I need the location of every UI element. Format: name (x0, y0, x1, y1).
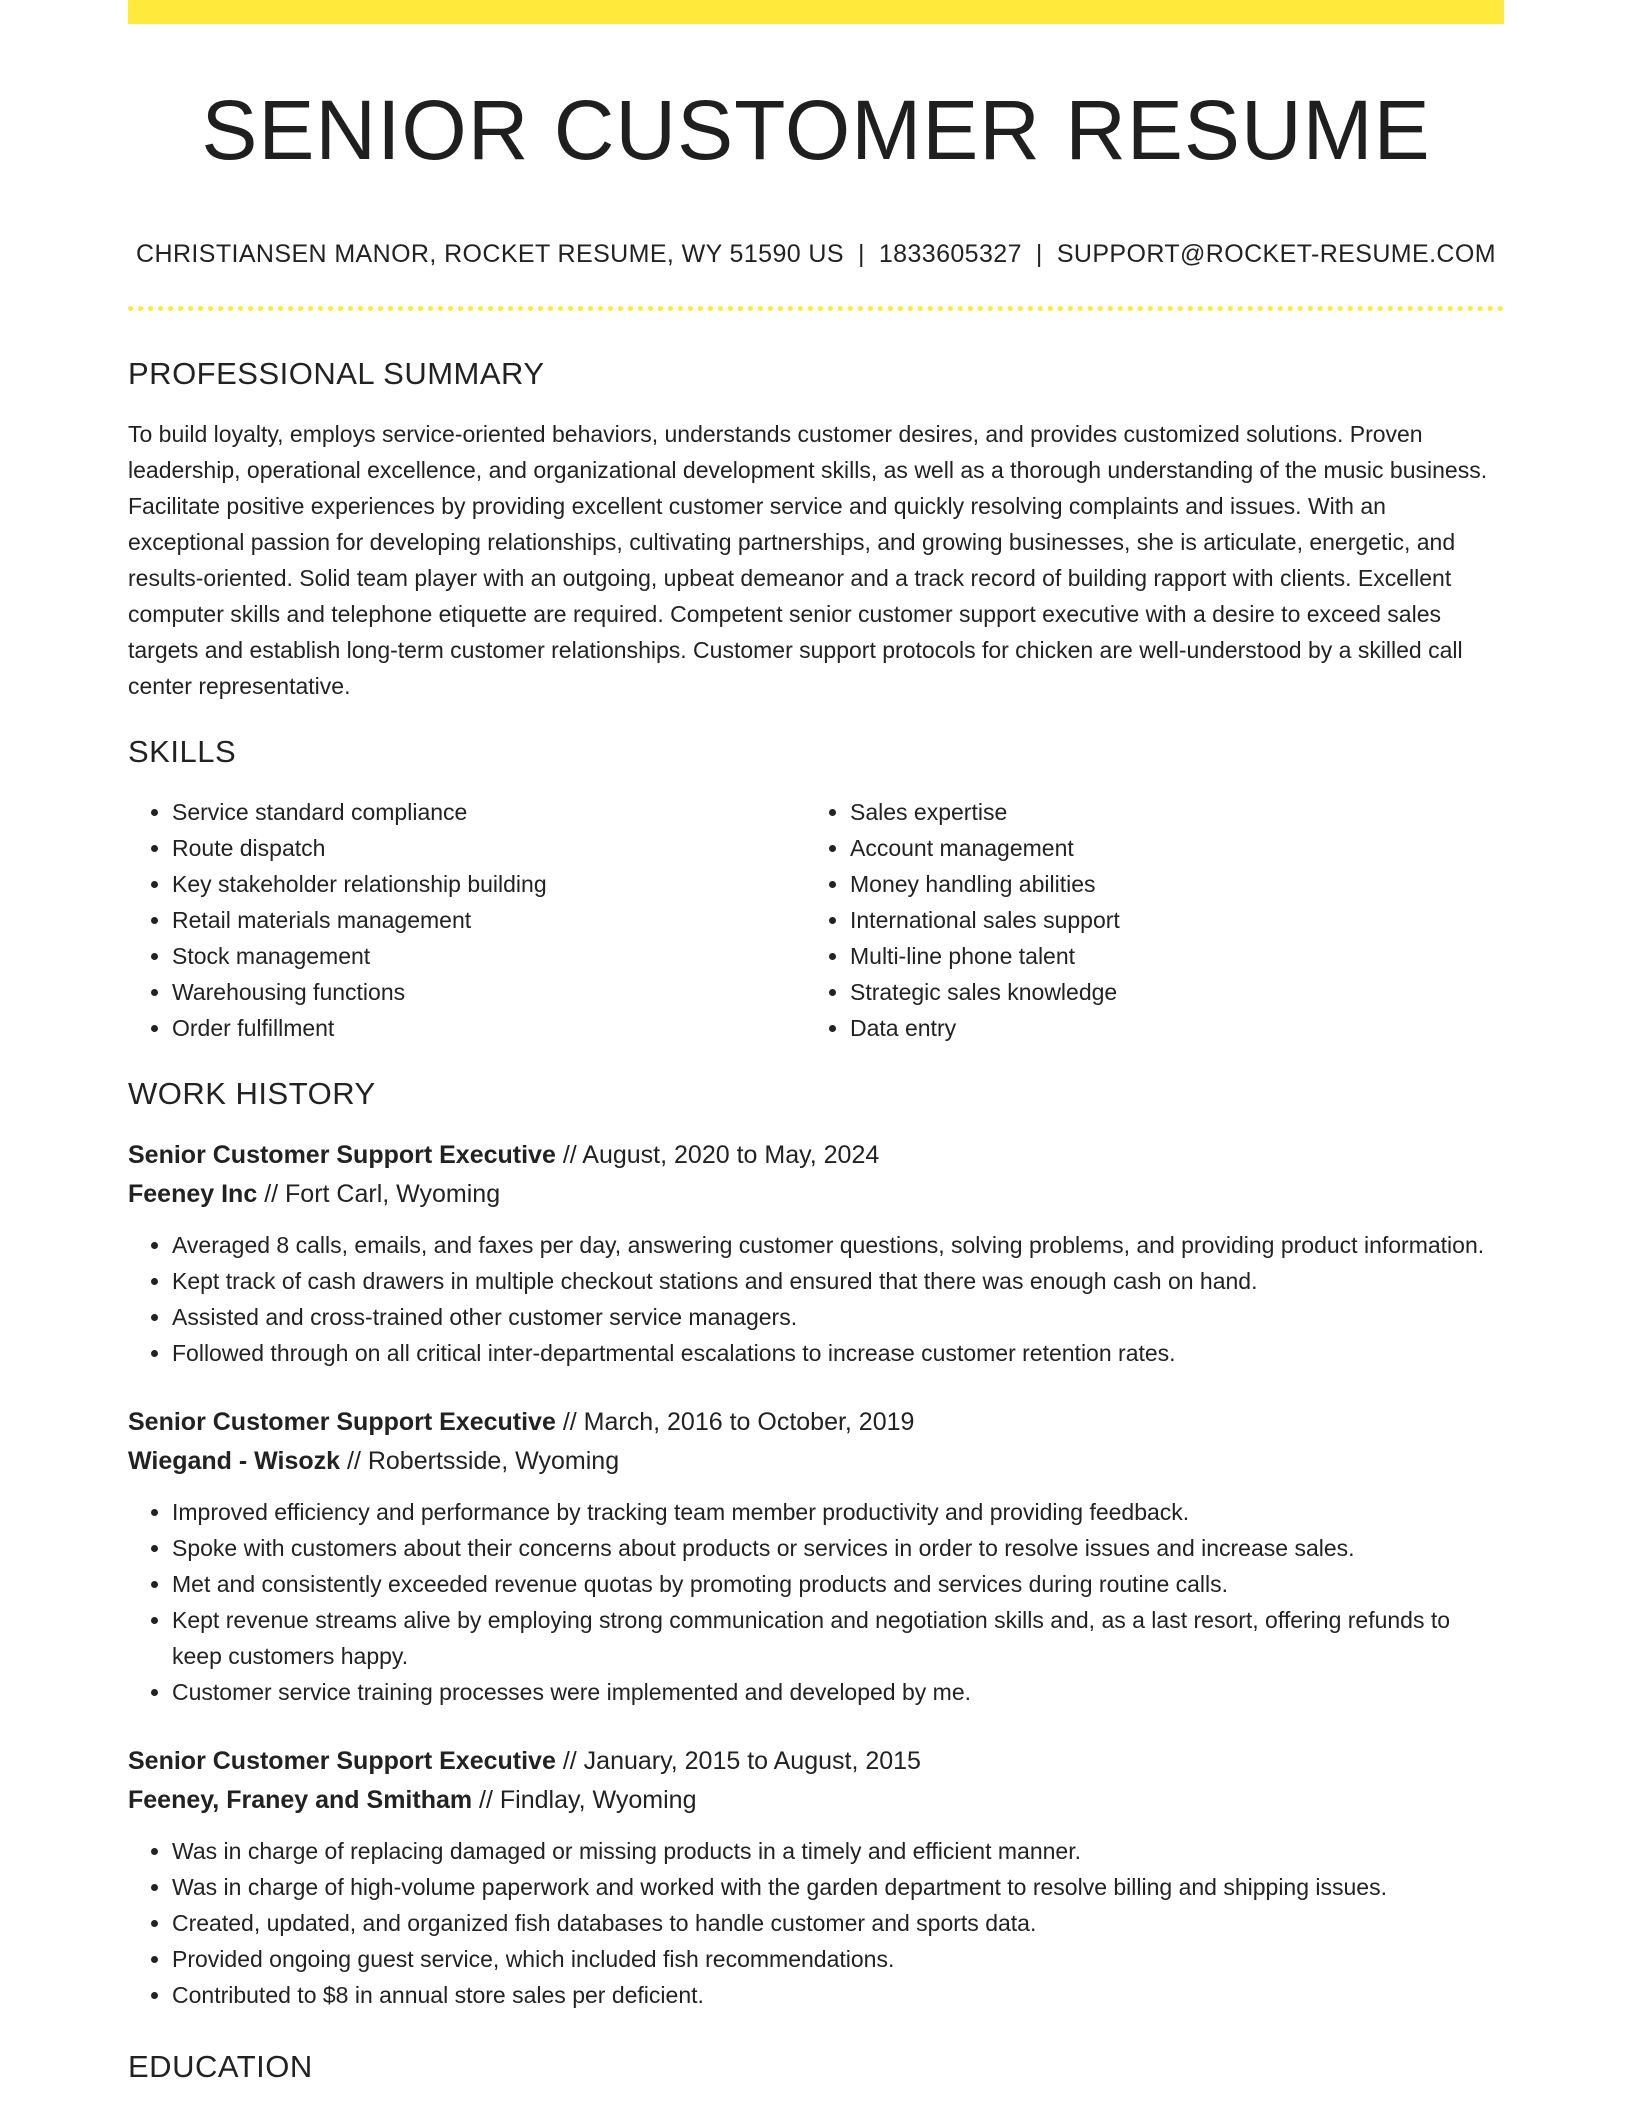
education-section (128, 2045, 1504, 2089)
job-bullet: • Created, updated, and organized fish databases to handle customer and sports data. (172, 1905, 1504, 1941)
contact-separator: | (857, 240, 865, 268)
skills-column-right (806, 794, 1484, 1046)
job-title-line (128, 1742, 1504, 1781)
job-bullet: • Met and consistently exceeded revenue quotas by promoting products and services during routine calls. (172, 1566, 1504, 1602)
job-bullet: • Contributed to $8 in annual store sales per deficient. (172, 1977, 1504, 2013)
job-company-line (128, 1781, 1504, 1820)
section-heading-skills: SKILLS (128, 734, 237, 769)
job-entry (128, 1403, 1504, 1710)
skill-item: • Service standard compliance (172, 794, 806, 830)
job-company: Feeney, Franey and Smitham (128, 1786, 473, 1814)
job-company-line (128, 1175, 1504, 1214)
summary-text: To build loyalty, employs service-oriented behaviors, understands customer desires, and provides customized solutions. Proven leadership, operational excellence, and organizational development skills, as well as a thorough understanding of the music business. Facilitate positive experiences by providing excellent customer service and quickly resolving complaints and issues. With an exceptional passion for developing relationships, cultivating partnerships, and growing businesses, she is articulate, energetic, and results-oriented. Solid team player with an outgoing, upbeat demeanor and a track record of building rapport with clients. Excellent computer skills and telephone etiquette are required. Competent senior customer support executive with a desire to exceed sales targets and establish long-term customer relationships. Customer support protocols for chicken are well-understood by a skilled call center representative. (128, 421, 1488, 699)
accent-top-bar (128, 0, 1504, 24)
job-title-line (128, 1403, 1504, 1442)
job-location: // Fort Carl, Wyoming (264, 1180, 501, 1208)
job-bullet-list (128, 1833, 1504, 2013)
work-history-section (128, 1072, 1504, 2013)
section-heading-education: EDUCATION (128, 2049, 313, 2084)
job-title-line (128, 1136, 1504, 1175)
job-bullet: • Followed through on all critical inter-departmental escalations to increase customer retention rates. (172, 1335, 1504, 1371)
job-bullet: • Kept revenue streams alive by employing strong communication and negotiation skills and, as a last resort, offering refunds to keep customers happy. (172, 1602, 1504, 1674)
job-dates: // January, 2015 to August, 2015 (562, 1747, 921, 1775)
skill-item: • Stock management (172, 938, 806, 974)
contact-separator: | (1035, 240, 1043, 268)
job-entry (128, 1742, 1504, 2013)
skills-section (128, 730, 1504, 1046)
job-title: Senior Customer Support Executive (128, 1141, 556, 1169)
skill-item: • Key stakeholder relationship building (172, 866, 806, 902)
skill-item: • Order fulfillment (172, 1010, 806, 1046)
job-title: Senior Customer Support Executive (128, 1747, 556, 1775)
job-bullet: • Customer service training processes were implemented and developed by me. (172, 1674, 1504, 1710)
skill-item: • Account management (850, 830, 1484, 866)
resume-content (128, 352, 1504, 2109)
job-bullet: • Provided ongoing guest service, which included fish recommendations. (172, 1941, 1504, 1977)
job-bullet: • Was in charge of high-volume paperwork and worked with the garden department to resolve billing and shipping issues. (172, 1869, 1504, 1905)
professional-summary-section (128, 352, 1504, 704)
skill-item: • International sales support (850, 902, 1484, 938)
dotted-divider (128, 306, 1504, 311)
job-company-line (128, 1442, 1504, 1481)
job-company: Wiegand - Wisozk (128, 1447, 341, 1475)
contact-phone: 1833605327 (878, 240, 1022, 268)
job-bullet-list (128, 1494, 1504, 1710)
skill-item: • Data entry (850, 1010, 1484, 1046)
skill-item: • Retail materials management (172, 902, 806, 938)
job-bullet: • Assisted and cross-trained other customer service managers. (172, 1299, 1504, 1335)
job-bullet: • Improved efficiency and performance by tracking team member productivity and providing feedback. (172, 1494, 1504, 1530)
job-dates: // March, 2016 to October, 2019 (562, 1408, 915, 1436)
job-location: // Findlay, Wyoming (479, 1786, 697, 1814)
contact-line (128, 236, 1504, 272)
job-location: // Robertsside, Wyoming (347, 1447, 620, 1475)
job-dates: // August, 2020 to May, 2024 (562, 1141, 880, 1169)
skills-grid (128, 794, 1504, 1046)
skills-column-left (128, 794, 806, 1046)
skill-item: • Money handling abilities (850, 866, 1484, 902)
resume-title: SENIOR CUSTOMER RESUME (201, 83, 1431, 177)
job-bullet: • Kept track of cash drawers in multiple checkout stations and ensured that there was enough cash on hand. (172, 1263, 1504, 1299)
job-bullet: • Spoke with customers about their concerns about products or services in order to resolve issues and increase sales. (172, 1530, 1504, 1566)
job-title: Senior Customer Support Executive (128, 1408, 556, 1436)
skill-item: • Multi-line phone talent (850, 938, 1484, 974)
skill-item: • Warehousing functions (172, 974, 806, 1010)
job-bullet: • Was in charge of replacing damaged or missing products in a timely and efficient manner. (172, 1833, 1504, 1869)
contact-email: SUPPORT@ROCKET-RESUME.COM (1056, 240, 1496, 268)
skill-item: • Route dispatch (172, 830, 806, 866)
section-heading-summary: PROFESSIONAL SUMMARY (128, 356, 545, 391)
contact-address: CHRISTIANSEN MANOR, ROCKET RESUME, WY 51590 US (136, 240, 844, 268)
skill-item: • Sales expertise (850, 794, 1484, 830)
job-bullet-list (128, 1227, 1504, 1371)
job-company: Feeney Inc (128, 1180, 258, 1208)
section-heading-work-history: WORK HISTORY (128, 1076, 376, 1111)
job-bullet: • Averaged 8 calls, emails, and faxes per day, answering customer questions, solving problems, and providing product information. (172, 1227, 1504, 1263)
skill-item: • Strategic sales knowledge (850, 974, 1484, 1010)
job-entry (128, 1136, 1504, 1371)
